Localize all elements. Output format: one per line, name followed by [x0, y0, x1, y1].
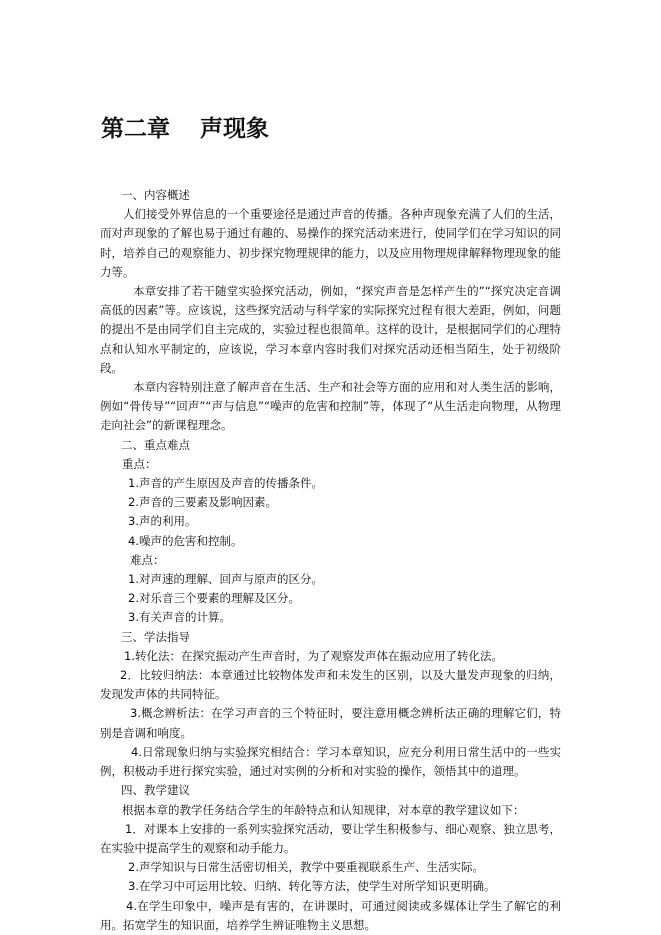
teaching-item: 3.在学习中可运用比较、归纳、转化等方法，使学生对所学知识更明确。 [128, 879, 496, 894]
method-item: 1.转化法：在探究振动产生声音时，为了观察发声体在振动应用了转化法。 [124, 648, 503, 663]
key-label: 重点： [122, 456, 157, 471]
teaching-heading: 四、教学建议 [121, 783, 190, 798]
key-item: 3.声的利用。 [128, 514, 197, 529]
difficult-label: 难点： [130, 552, 165, 567]
method-item: 3.概念辨析法：在学习声音的三个特征时，要注意用概念辨析法正确的理解它们，特别是音调和响度。 [100, 706, 561, 740]
overview-paragraph: 本章内容特别注意了解声音在生活、生产和社会等方面的应用和对人类生活的影响，例如“骨传导”“回声”“声与信息”“噪声的危害和控制”等，体现了“从生活走向物理，从物理走向社会”的新课程理念。 [100, 380, 561, 433]
difficult-item: 2.对乐音三个要素的理解及区分。 [128, 591, 300, 606]
teaching-intro: 根据本章的教学任务结合学生的年龄特点和认知规律，对本章的教学建议如下： [122, 802, 525, 817]
method-item: 4.日常现象归纳与实验探究相结合：学习本章知识，应充分利用日常生活中的一些实例，积极动手进行探究实验，通过对实例的分析和对实验的操作，领悟其中的道理。 [100, 744, 561, 779]
overview-paragraph: 人们接受外界信息的一个重要途径是通过声音的传播。各种声现象充满了人们的生活，而对声现象的了解也易于通过有趣的、易操作的探究活动来进行，使同学们在学习知识的同时，培养自己的观察能力、初步探究物理规律的能力，以及应用物理规律解释物理现象的能力等。 [100, 207, 561, 279]
difficult-item: 1.对声速的理解、回声与原声的区分。 [128, 572, 323, 587]
method-heading: 三、学法指导 [121, 629, 190, 644]
teaching-item: 4.在学生印象中，噪声是有害的，在讲课时，可通过阅读或多媒体让学生了解它的利用。拓宽学生的知识面，培养学生辨证唯物主义思想。 [100, 898, 561, 932]
key-item: 1.声音的产生原因及声音的传播条件。 [128, 476, 323, 491]
overview-heading: 一、内容概述 [121, 188, 190, 202]
chapter-number: 第二章 [101, 116, 170, 142]
teaching-item: 1．对课本上安排的一系列实验探究活动，要让学生积极参与、细心观察、独立思考，在实验中提高学生的观察和动手能力。 [100, 821, 561, 855]
method-item: 2．比较归纳法：本章通过比较物体发声和未发生的区别，以及大量发声现象的归纳，发现发声体的共同特征。 [100, 668, 561, 702]
key-heading: 二、重点难点 [121, 437, 190, 452]
document-body [100, 186, 561, 935]
key-item: 4.噪声的危害和控制。 [128, 533, 243, 548]
chapter-title [101, 112, 269, 146]
chapter-subject: 声现象 [200, 116, 269, 142]
overview-paragraph: 本章安排了若干随堂实验探究活动，例如，“探究声音是怎样产生的”“探究决定音调高低的因素”等。应该说，这些探究活动与科学家的实际探究过程有很大差距，例如，问题的提出不是由同学们自主完成的，实验过程也很简单。这样的设计，是根据同学们的心理特点和认知水平制定的，应该说，学习本章内容时我们对探究活动还相当陌生，处于初级阶段。 [100, 284, 561, 375]
key-item: 2.声音的三要素及影响因素。 [128, 495, 277, 510]
teaching-item: 2.声学知识与日常生活密切相关，教学中要重视联系生产、生活实际。 [128, 860, 484, 875]
difficult-item: 3.有关声音的计算。 [128, 610, 231, 625]
